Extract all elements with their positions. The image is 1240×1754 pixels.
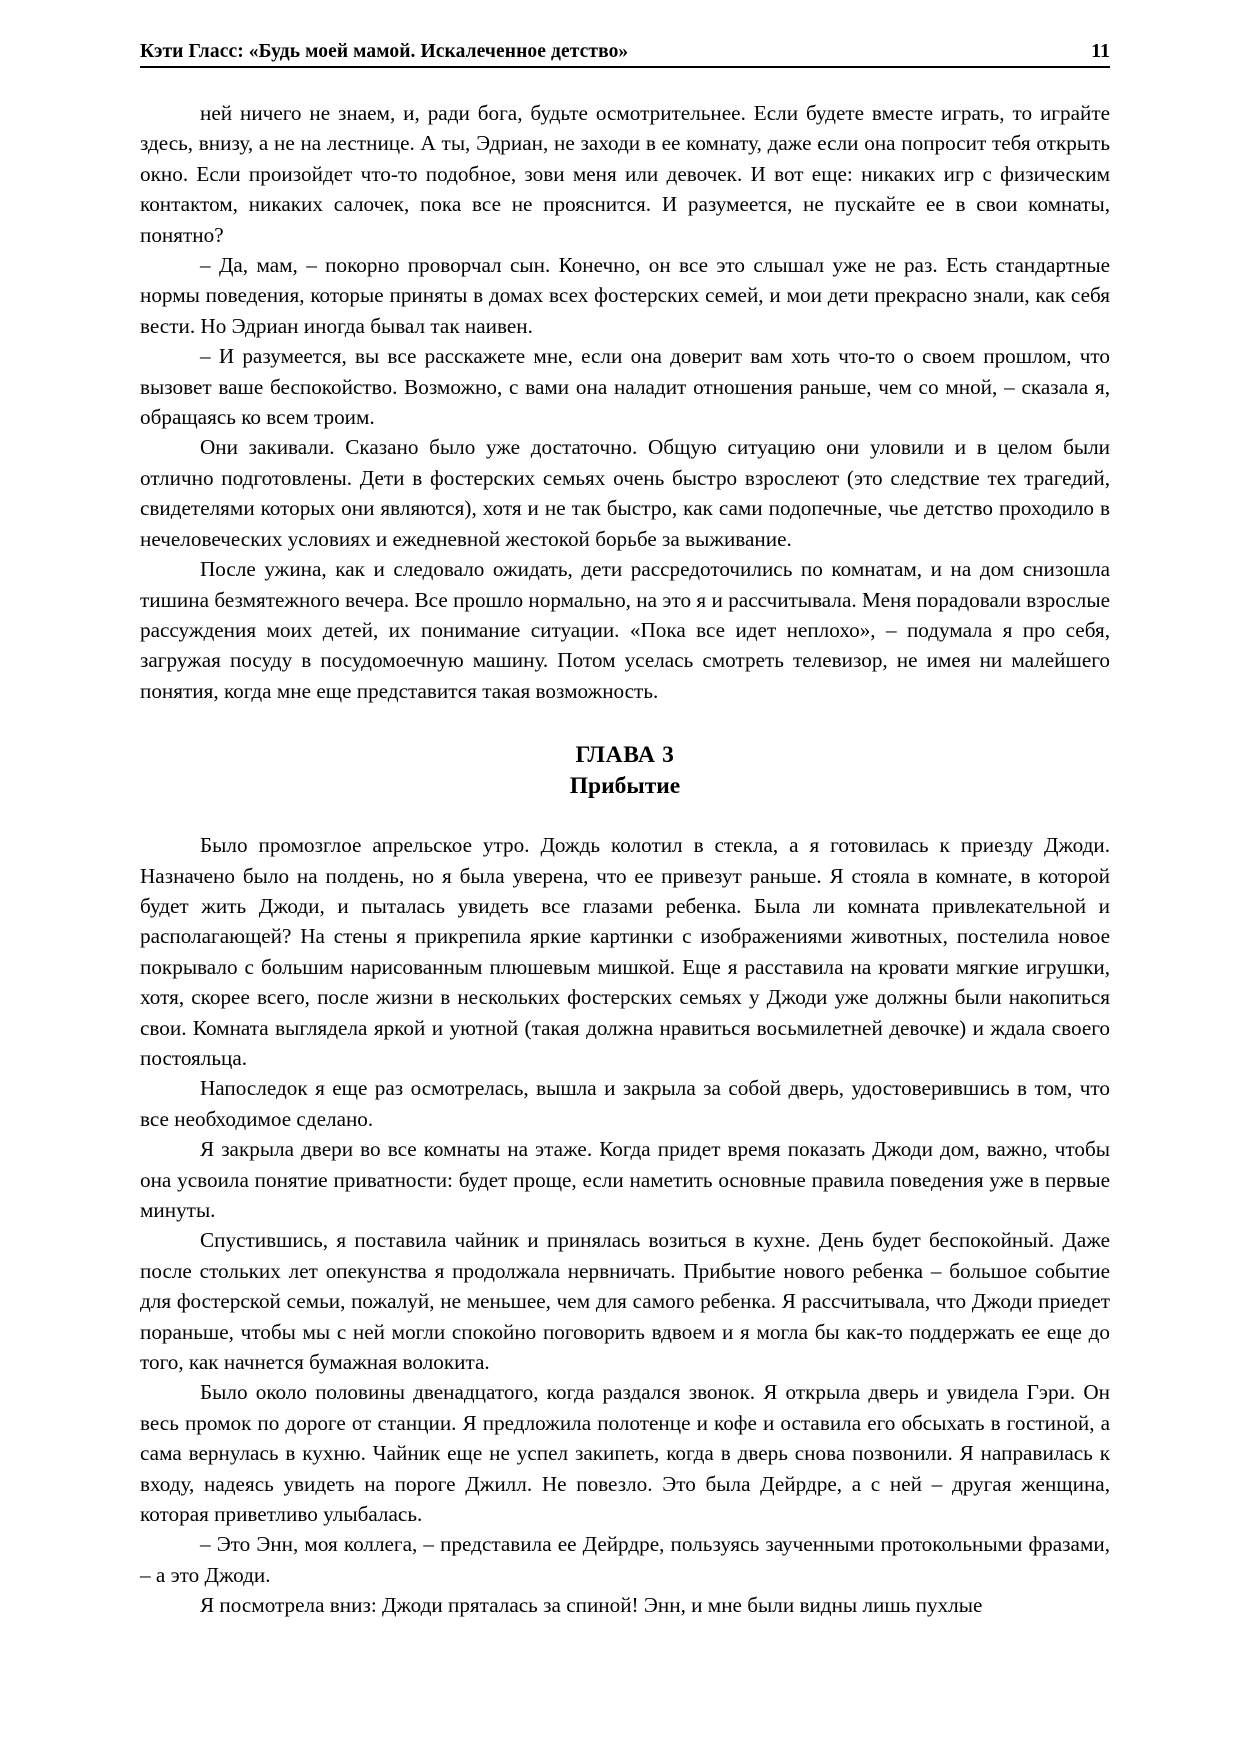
paragraph: Они закивали. Сказано было уже достаточно. Общую ситуацию они уловили и в целом были отлично подготовлены. Дети в фостерских семьях очень быстро взрослеют (это следствие тех трагедий, свидетелями которых они являются), хотя и не так быстро, как сами подопечные, чье детство проходило в нечеловеческих условиях и ежедневной жестокой борьбе за выживание. <box>140 435 1110 551</box>
body-text-before-chapter <box>140 98 1110 706</box>
paragraph: После ужина, как и следовало ожидать, дети рассредоточились по комнатам, и на дом снизошла тишина безмятежного вечера. Все прошло нормально, на это я и рассчитывала. Меня порадовали взрослые рассуждения моих детей, их понимание ситуации. «Пока все идет неплохо», – подумала я про себя, загружая посуду в посудомоечную машину. Потом уселась смотреть телевизор, не имея ни малейшего понятия, когда мне еще представится такая возможность. <box>140 557 1110 703</box>
chapter-heading <box>140 740 1110 802</box>
header-book-title: Кэти Гласс: «Будь моей мамой. Искалеченное детство» <box>140 41 629 62</box>
paragraph: Я посмотрела вниз: Джоди пряталась за спиной! Энн, и мне были видны лишь пухлые <box>200 1593 983 1618</box>
running-header <box>140 40 1110 68</box>
paragraph: Было около половины двенадцатого, когда раздался звонок. Я открыла дверь и увидела Гэри. Он весь промок по дороге от станции. Я предложила полотенце и кофе и оставила его обсыхать в гостиной, а сама вернулась в кухню. Чайник еще не успел закипеть, когда в дверь снова позвонили. Я направилась к входу, надеясь увидеть на пороге Джилл. Не повезло. Это была Дейрдре, а с ней – другая женщина, которая приветливо улыбалась. <box>140 1380 1110 1527</box>
paragraph: – Да, мам, – покорно проворчал сын. Конечно, он все это слышал уже не раз. Есть стандартные нормы поведения, которые приняты в домах всех фостерских семей, и мои дети прекрасно знали, как себя вести. Но Эдриан иногда бывал так наивен. <box>140 253 1110 338</box>
header-page-number: 11 <box>1091 40 1110 62</box>
body-text-after-chapter <box>140 830 1110 1621</box>
paragraph: Напоследок я еще раз осмотрелась, вышла и закрыла за собой дверь, удостоверившись в том, что все необходимое сделано. <box>140 1076 1110 1131</box>
paragraph: – Это Энн, моя коллега, – представила ее Дейрдре, пользуясь заученными протокольными фразами, – а это Джоди. <box>140 1532 1110 1587</box>
paragraph: ней ничего не знаем, и, ради бога, будьте осмотрительнее. Если будете вместе играть, то играйте здесь, внизу, а не на лестнице. А ты, Эдриан, не заходи в ее комнату, даже если она попросит тебя открыть окно. Если произойдет что-то подобное, зови меня или девочек. И вот еще: никаких игр с физическим контактом, никаких салочек, пока все не прояснится. И разумеется, не пускайте ее в свои комнаты, понятно? <box>140 101 1110 247</box>
paragraph: Я закрыла двери во все комнаты на этаже. Когда придет время показать Джоди дом, важно, чтобы она усвоила понятие приватности: будет проще, если наметить основные правила поведения уже в первые минуты. <box>140 1137 1110 1222</box>
paragraph: – И разумеется, вы все расскажете мне, если она доверит вам хоть что-то о своем прошлом, что вызовет ваше беспокойство. Возможно, с вами она наладит отношения раньше, чем со мной, – сказала я, обращаясь ко всем троим. <box>140 344 1110 430</box>
chapter-title: Прибытие <box>569 773 681 800</box>
paragraph: Было промозглое апрельское утро. Дождь колотил в стекла, а я готовилась к приезду Джоди. Назначено было на полдень, но я была уверена, что ее привезут раньше. Я стояла в комнате, в которой будет жить Джоди, и пыталась увидеть все глазами ребенка. Была ли комната привлекательной и располагающей? На стены я прикрепила яркие картинки с изображениями животных, постелила новое покрывало с большим нарисованным плюшевым мишкой. Еще я расставила на кровати мягкие игрушки, хотя, скорее всего, после жизни в нескольких фостерских семьях у Джоди уже должны были накопиться свои. Комната выглядела яркой и уютной (такая должна нравиться восьмилетней девочке) и ждала своего постояльца. <box>140 833 1110 1070</box>
paragraph: Спустившись, я поставила чайник и принялась возиться в кухне. День будет беспокойный. Даже после стольких лет опекунства я продолжала нервничать. Прибытие нового ребенка – большое событие для фостерской семьи, пожалуй, не меньшее, чем для самого ребенка. Я рассчитывала, что Джоди приедет пораньше, чтобы мы с ней могли спокойно поговорить вдвоем и я могла бы как-то поддержать ее еще до того, как начнется бумажная волокита. <box>140 1228 1110 1375</box>
chapter-number: ГЛАВА 3 <box>575 742 675 769</box>
